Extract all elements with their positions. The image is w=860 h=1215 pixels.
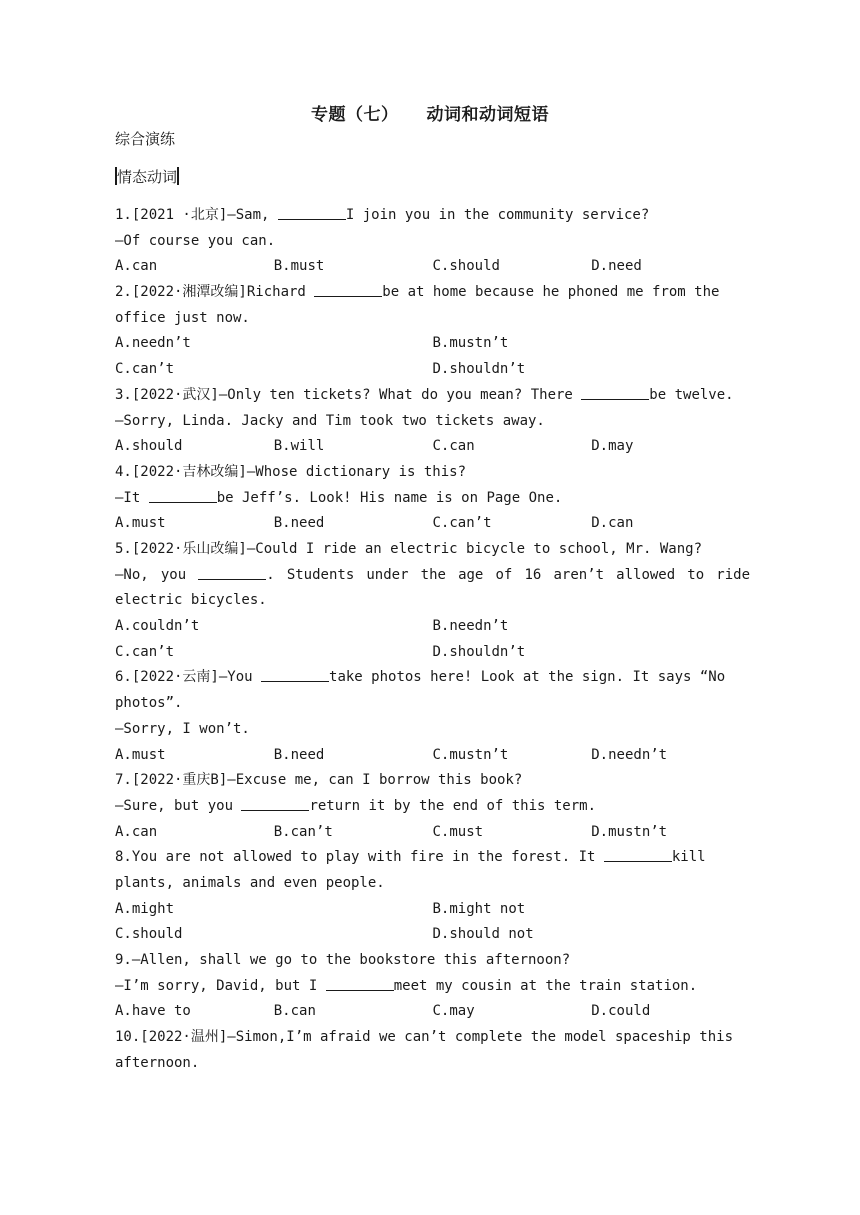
answer-blank[interactable] xyxy=(149,488,217,503)
option-a[interactable]: A.have to xyxy=(115,1003,191,1020)
question-8-options-row-2 xyxy=(115,922,750,948)
answer-blank[interactable] xyxy=(261,667,329,682)
option-d[interactable]: D.may xyxy=(591,438,634,455)
option-d[interactable]: D.need xyxy=(591,258,642,275)
question-4-options xyxy=(115,511,750,537)
question-1-reply: —Of course you can. xyxy=(115,232,276,249)
right-bar xyxy=(177,167,179,185)
option-b[interactable]: B.need xyxy=(273,746,325,763)
option-c[interactable]: C.can xyxy=(432,438,475,455)
question-1-options xyxy=(115,254,750,280)
question-5-stem: 5.[2022·乐山改编]—Could I ride an electric bicycle to school, Mr. Wang? xyxy=(115,540,703,557)
option-c[interactable]: C.must xyxy=(432,823,484,840)
option-a[interactable]: A.can xyxy=(115,258,158,275)
option-d[interactable]: D.mustn’t xyxy=(591,823,668,840)
question-8-stem: 8.You are not allowed to play with fire in the forest. It kill plants, animals and even people. xyxy=(115,849,706,891)
section-subtitle: 综合演练 xyxy=(115,130,176,148)
page-title xyxy=(0,100,860,125)
question-4-reply: —It be Jeff’s. Look! His name is on Page One. xyxy=(115,489,563,506)
option-b[interactable]: B.mustn’t xyxy=(432,335,509,352)
option-b[interactable]: B.will xyxy=(273,438,325,455)
option-b[interactable]: B.can’t xyxy=(273,823,333,840)
question-2-options-row-2 xyxy=(115,357,750,383)
option-a[interactable]: A.might xyxy=(115,900,175,917)
option-b[interactable]: B.must xyxy=(273,258,325,275)
option-d[interactable]: D.needn’t xyxy=(591,746,668,763)
question-7-reply: —Sure, but you return it by the end of this term. xyxy=(115,797,597,814)
answer-blank[interactable] xyxy=(326,976,394,991)
question-6-reply: —Sorry, I won’t. xyxy=(115,720,250,737)
option-d[interactable]: D.shouldn’t xyxy=(432,361,526,378)
question-9-options xyxy=(115,999,750,1025)
option-b[interactable]: B.can xyxy=(273,1003,316,1020)
question-3-reply: —Sorry, Linda. Jacky and Tim took two tickets away. xyxy=(115,412,545,429)
question-8-options-row-1 xyxy=(115,897,750,923)
question-1-stem: 1.[2021 ·北京]—Sam, I join you in the community service? xyxy=(115,207,650,223)
title-topic-number: 专题（七） xyxy=(311,105,399,125)
option-c[interactable]: C.mustn’t xyxy=(432,746,509,763)
option-d[interactable]: D.could xyxy=(591,1003,651,1020)
question-6-stem: 6.[2022·云南]—You take photos here! Look at the sign. It says “No photos”. xyxy=(115,669,726,712)
question-2-stem: 2.[2022·湘潭改编]Richard be at home because he phoned me from the office just now. xyxy=(115,284,720,326)
question-5-options-row-1 xyxy=(115,614,750,640)
option-b[interactable]: B.need xyxy=(273,515,325,532)
option-d[interactable]: D.should not xyxy=(432,926,534,943)
title-topic-name: 动词和动词短语 xyxy=(426,105,549,125)
question-7-stem: 7.[2022·重庆B]—Excuse me, can I borrow this book? xyxy=(115,772,523,789)
option-c[interactable]: C.can’t xyxy=(432,515,492,532)
option-b[interactable]: B.needn’t xyxy=(432,618,509,635)
option-c[interactable]: C.should xyxy=(115,926,183,943)
answer-blank[interactable] xyxy=(241,796,309,811)
answer-blank[interactable] xyxy=(581,385,649,400)
option-c[interactable]: C.may xyxy=(432,1003,475,1020)
option-a[interactable]: A.must xyxy=(115,515,166,532)
answer-blank[interactable] xyxy=(314,282,382,297)
question-4-stem: 4.[2022·吉林改编]—Whose dictionary is this? xyxy=(115,463,467,480)
option-a[interactable]: A.needn’t xyxy=(115,335,191,352)
option-c[interactable]: C.can’t xyxy=(115,361,175,378)
option-b[interactable]: B.might not xyxy=(432,900,526,917)
question-5-reply: —No, you . Students under the age of 16 aren’t allowed to ride electric bicycles. xyxy=(115,566,750,609)
question-10-stem: 10.[2022·温州]—Simon,I’m afraid we can’t complete the model spaceship this afternoon. xyxy=(115,1029,734,1071)
option-a[interactable]: A.should xyxy=(115,438,183,455)
option-c[interactable]: C.can’t xyxy=(115,643,175,660)
option-c[interactable]: C.should xyxy=(432,258,500,275)
question-9-stem: 9.—Allen, shall we go to the bookstore this afternoon? xyxy=(115,952,571,969)
section-heading xyxy=(115,166,179,187)
option-a[interactable]: A.must xyxy=(115,746,166,763)
question-list xyxy=(115,203,750,1077)
answer-blank[interactable] xyxy=(604,847,672,862)
question-5-options-row-2 xyxy=(115,640,750,666)
question-9-reply: —I’m sorry, David, but I meet my cousin at the train station. xyxy=(115,977,698,994)
question-3-options xyxy=(115,434,750,460)
option-a[interactable]: A.can xyxy=(115,823,158,840)
question-7-options xyxy=(115,820,750,846)
option-d[interactable]: D.can xyxy=(591,515,634,532)
question-3-stem: 3.[2022·武汉]—Only ten tickets? What do you mean? There be twelve. xyxy=(115,386,734,403)
question-6-options xyxy=(115,743,750,769)
section-heading-text: 情态动词 xyxy=(117,168,178,186)
question-2-options-row-1 xyxy=(115,331,750,357)
answer-blank[interactable] xyxy=(198,565,266,580)
option-a[interactable]: A.couldn’t xyxy=(115,618,200,635)
answer-blank[interactable] xyxy=(278,205,346,220)
option-d[interactable]: D.shouldn’t xyxy=(432,643,526,660)
